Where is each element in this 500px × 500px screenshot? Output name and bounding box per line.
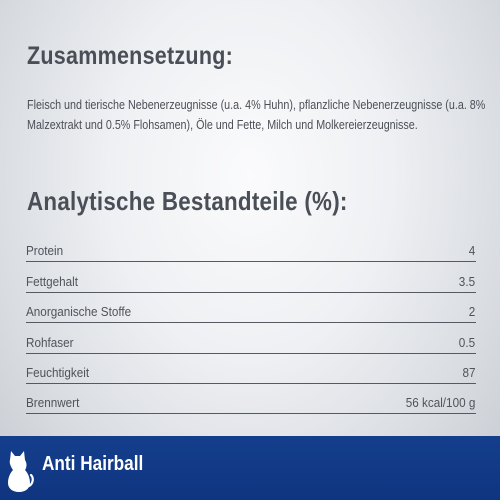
row-value: 0.5 bbox=[458, 334, 475, 350]
analysis-title: Analytische Bestandteile (%): bbox=[27, 186, 348, 216]
table-row bbox=[26, 293, 476, 323]
row-value: 87 bbox=[461, 364, 475, 380]
row-label: Fettgehalt bbox=[26, 273, 79, 289]
analysis-table bbox=[26, 232, 476, 414]
anti-hairball-label: Anti Hairball bbox=[42, 453, 144, 475]
table-row bbox=[26, 323, 476, 353]
row-value: 4 bbox=[468, 243, 475, 259]
table-row bbox=[26, 384, 476, 414]
table-row bbox=[26, 262, 476, 292]
row-label: Brennwert bbox=[26, 395, 80, 411]
row-label: Anorganische Stoffe bbox=[26, 304, 132, 320]
composition-title: Zusammensetzung: bbox=[27, 42, 234, 70]
row-label: Protein bbox=[26, 243, 64, 259]
table-row bbox=[26, 354, 476, 384]
row-label: Rohfaser bbox=[26, 334, 74, 350]
row-value: 56 kcal/100 g bbox=[405, 395, 475, 411]
composition-text: Fleisch und tierische Nebenerzeugnisse (u.a. 4% Huhn), pflanzliche Nebenerzeugnisse (u.a. 8% Malzextrakt und 0.5% Flohsamen), Öle und Fette, Milch und Molkereierzeugnisse. bbox=[27, 98, 486, 132]
row-value: 3.5 bbox=[458, 273, 475, 289]
cat-icon bbox=[4, 442, 34, 492]
footer-banner bbox=[0, 436, 500, 500]
row-value: 2 bbox=[468, 304, 475, 320]
row-label: Feuchtigkeit bbox=[26, 364, 90, 380]
table-row bbox=[26, 232, 476, 262]
